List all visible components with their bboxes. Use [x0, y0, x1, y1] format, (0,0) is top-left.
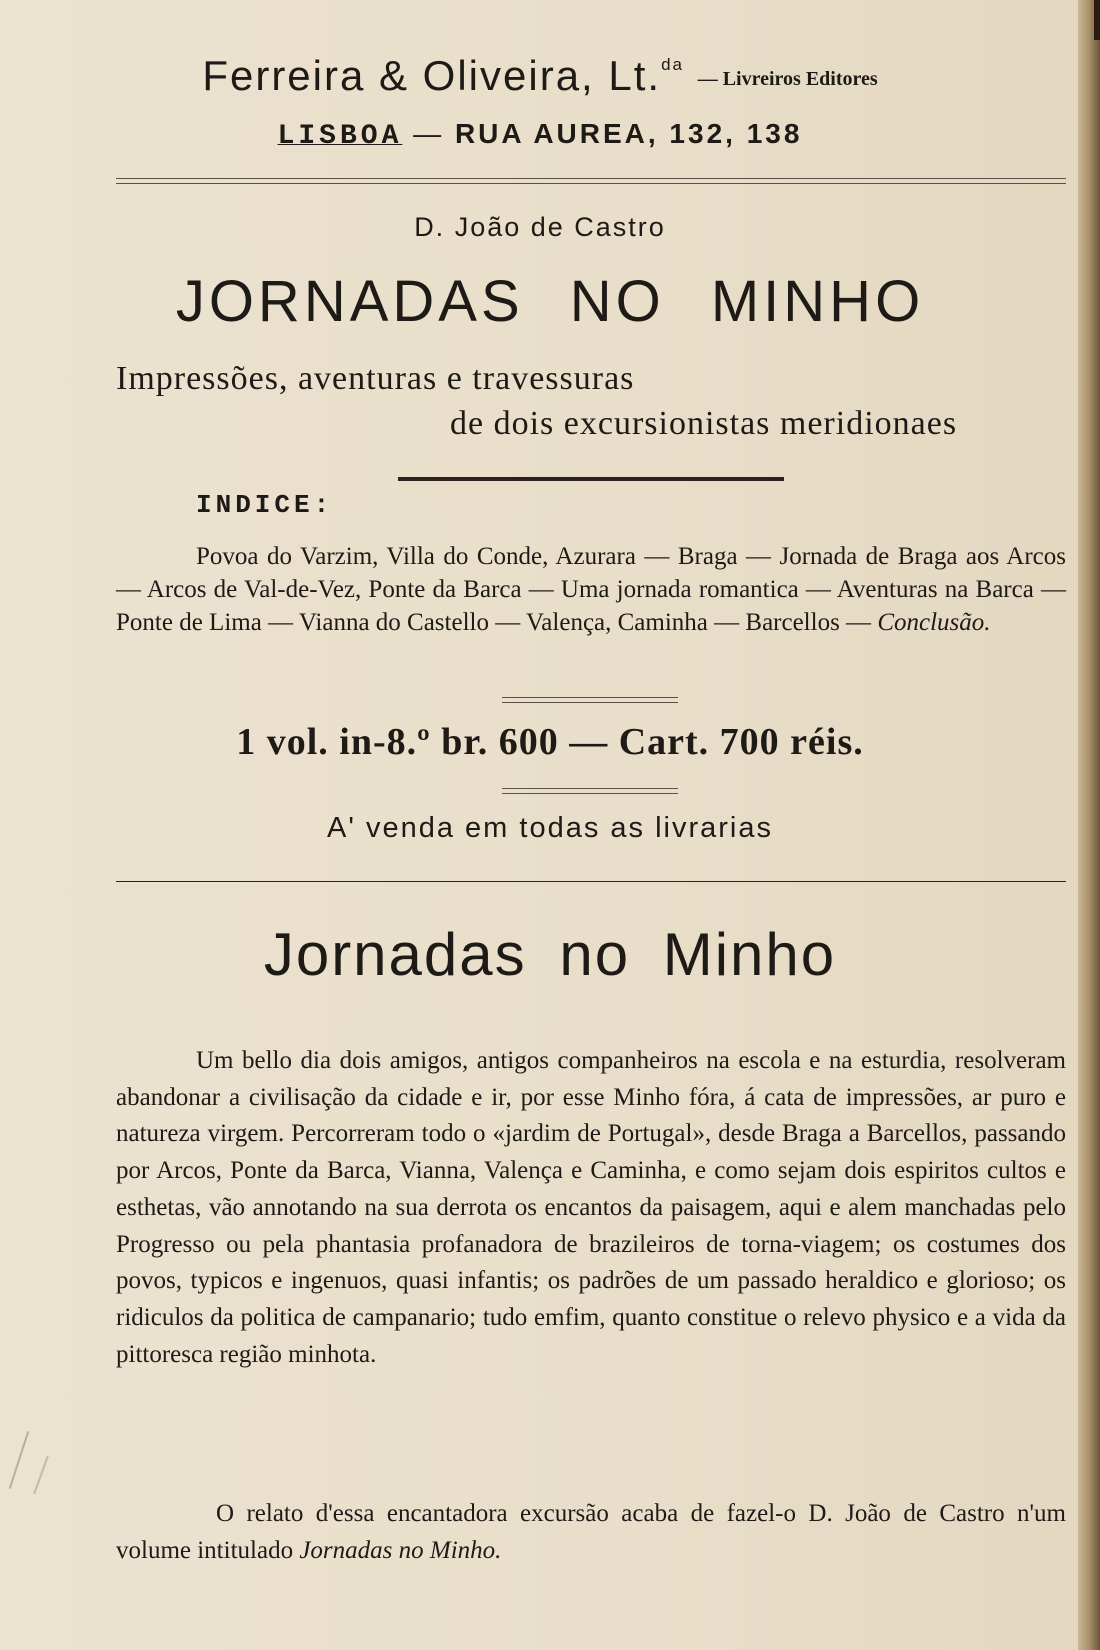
book-author: D. João de Castro	[414, 212, 666, 242]
price-bottom-divider	[502, 788, 678, 794]
margin-pencil-mark	[9, 1431, 29, 1489]
index-contents	[116, 540, 1066, 639]
publisher-superscript: da	[661, 55, 685, 74]
publisher-line	[0, 52, 1080, 100]
book-subtitle-line2: de dois excursionistas meridionaes	[450, 405, 958, 442]
article-title: Jornadas no Minho	[263, 921, 837, 988]
article-paragraph-2	[116, 1496, 1066, 1569]
index-conclusion: Conclusão.	[877, 609, 991, 636]
publisher-role: — Livreiros Editores	[697, 68, 878, 90]
title-underline-rule	[398, 477, 784, 481]
address-separator: —	[402, 118, 455, 149]
index-contents-text: Povoa do Varzim, Villa do Conde, Azurara — Braga — Jornada de Braga aos Arcos — Arcos de Val-de-Vez, Ponte da Barca — Uma jornada romantica — Aventuras na Barca — Ponte de Lima — Vianna do Castello — Valença, Caminha — Barcellos —	[116, 543, 1066, 636]
header-divider	[116, 178, 1066, 184]
index-heading: INDICE:	[196, 490, 334, 520]
address-street: RUA AUREA, 132, 138	[454, 118, 803, 149]
article-paragraph-2-text: O relato d'essa encantadora excursão acaba de fazel-o D. João de Castro n'um volume intitulado	[116, 1500, 1066, 1564]
availability-note: A' venda em todas as livrarias	[327, 812, 773, 844]
book-price: 1 vol. in-8.º br. 600 — Cart. 700 réis.	[236, 721, 864, 763]
publisher-name: Ferreira & Oliveira, Lt.	[202, 52, 662, 99]
book-subtitle-line1: Impressões, aventuras e travessuras	[116, 360, 635, 397]
article-book-reference: Jornadas no Minho.	[299, 1536, 502, 1564]
margin-pencil-mark	[33, 1456, 49, 1494]
book-title: JORNADAS NO MINHO	[175, 269, 925, 334]
section-divider	[116, 881, 1066, 882]
price-top-divider	[502, 697, 678, 703]
article-paragraph-1: Um bello dia dois amigos, antigos companheiros na escola e na esturdia, resolveram abandonar a civilisação da cidade e ir, por esse Minho fóra, á cata de impressões, ar puro e natureza virgem. Percorreram todo o «jardim de Portugal», desde Braga a Barcellos, passando por Arcos, Ponte da Barca, Vianna, Valença e Caminha, e como sejam dois espiritos cultos e esthetas, vão annotando na sua derrota os encantos da paisagem, aqui e alem manchadas pelo Progresso ou pela phantasia profanadora de brazileiros de torna-viagem; os costumes dos povos, typicos e ingenuos, quasi infantis; os padrões de um passado heraldico e glorioso; os ridiculos da politica de campanario; tudo emfim, quanto constitue o relevo physico e a vida da pittoresca região minhota.	[116, 1047, 1066, 1368]
address-city: LISBOA	[277, 121, 403, 152]
spine-corner-mark	[1094, 0, 1100, 40]
publisher-address	[0, 118, 1080, 152]
